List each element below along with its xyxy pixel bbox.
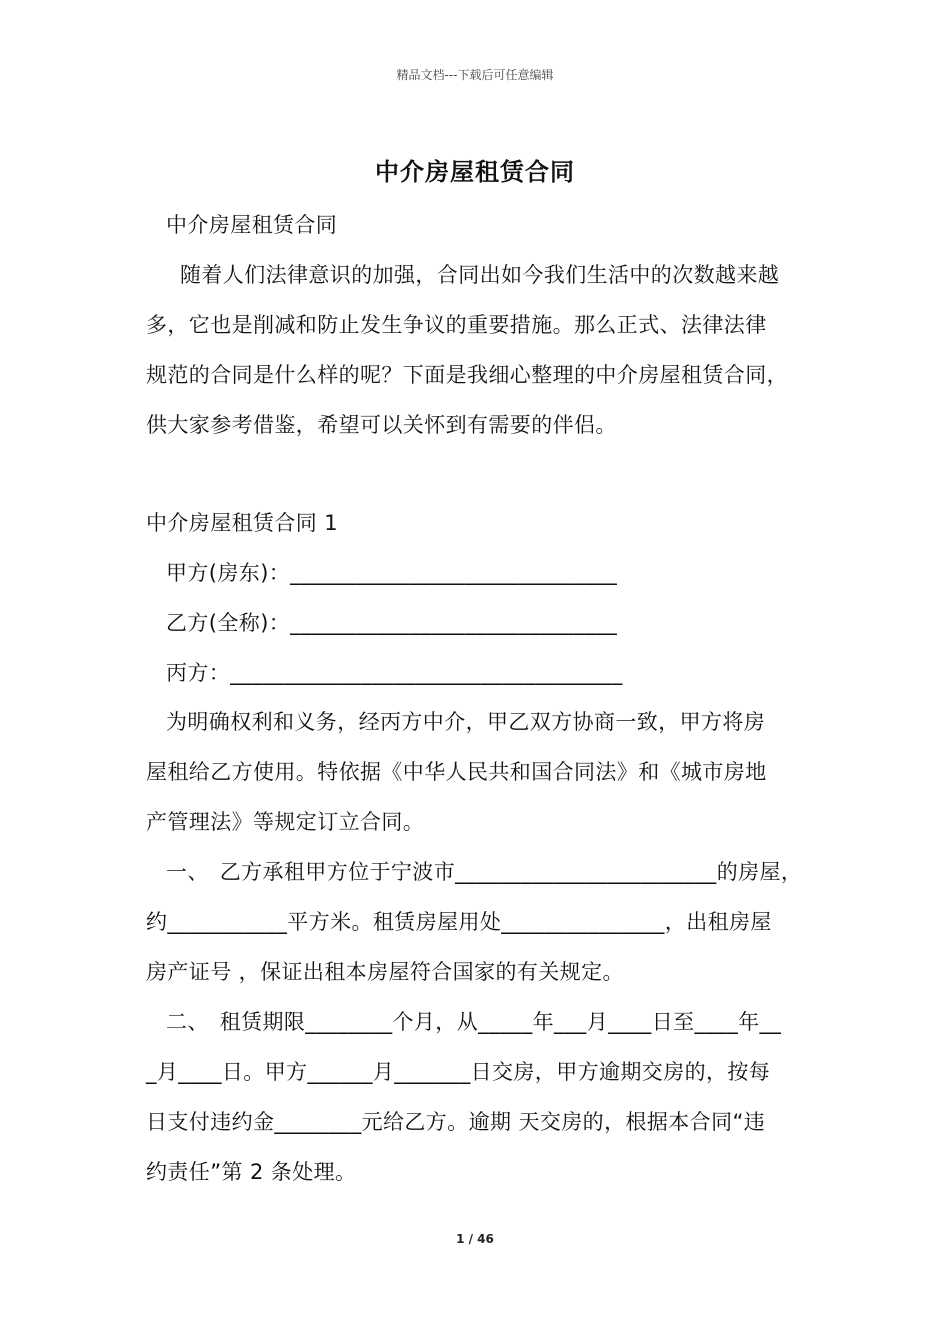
page-number: 1 / 46 [456,1232,494,1246]
clause-line: 一、 乙方承租甲方位于宁波市________________________的房屋， [166,860,803,884]
paragraph-line: 随着人们法律意识的加强，合同出如今我们生活中的次数越来越 [180,263,780,287]
paragraph-line: 规范的合同是什么样的呢？下面是我细心整理的中介房屋租赁合同， [146,363,788,387]
party-c-field: 丙方：____________________________________ [166,661,623,685]
paragraph-line: 屋租给乙方使用。特依据《中华人民共和国合同法》和《城市房地 [146,760,767,784]
clause-line: 二、 租赁期限________个月，从_____年___月____日至____年__ [166,1010,782,1034]
party-a-field: 甲方(房东)：______________________________ [166,561,618,585]
clause-line: 日支付违约金________元给乙方。逾期 天交房的，根据本合同“违 [146,1110,766,1134]
paragraph-line: 为明确权利和义务，经丙方中介，甲乙双方协商一致，甲方将房 [166,710,766,734]
paragraph-line: 产管理法》等规定订立合同。 [146,810,425,834]
party-b-field: 乙方(全称)：______________________________ [166,611,618,635]
document-title: 中介房屋租赁合同 [375,158,575,186]
clause-line: 约___________平方米。租赁房屋用处_______________，出租房屋 [146,910,772,934]
subtitle: 中介房屋租赁合同 [166,213,338,237]
clause-line: _月____日。甲方______月_______日交房，甲方逾期交房的，按每 [146,1060,771,1084]
page-header: 精品文档---下载后可任意编辑 [396,68,554,82]
paragraph-line: 多，它也是削减和防止发生争议的重要措施。那么正式、法律法律 [146,313,767,337]
section-heading: 中介房屋租赁合同 1 [146,511,339,535]
clause-line: 约责任”第 2 条处理。 [146,1160,357,1184]
paragraph-line: 供大家参考借鉴，希望可以关怀到有需要的伴侣。 [146,413,617,437]
clause-line: 房产证号 ，保证出租本房屋符合国家的有关规定。 [146,960,624,984]
